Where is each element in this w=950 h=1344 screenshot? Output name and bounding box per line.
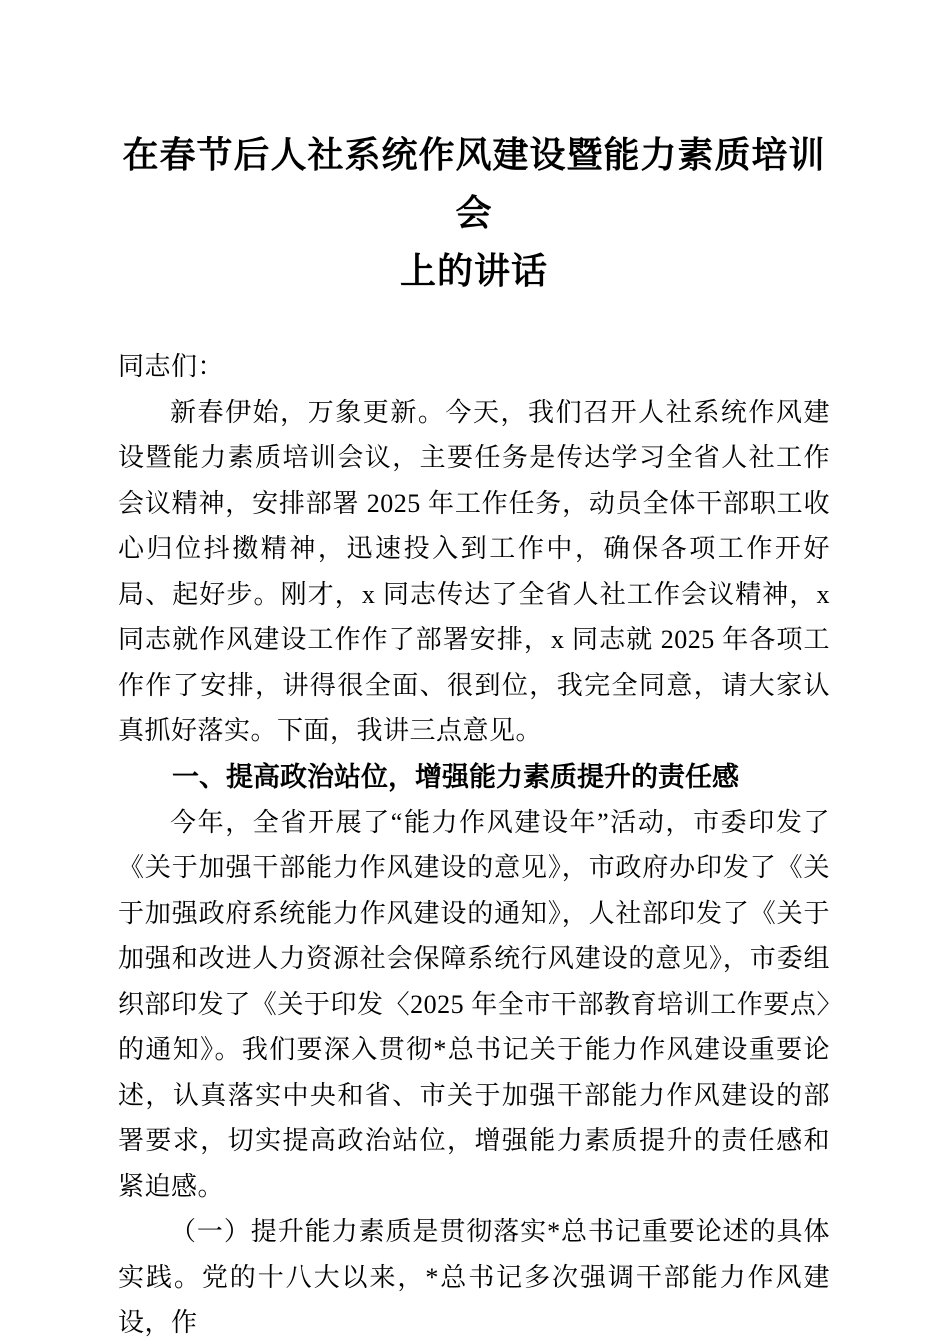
document-body (118, 344, 830, 1344)
salutation: 同志们： (118, 352, 225, 381)
document-title (118, 126, 830, 300)
document-title-line-2: 上的讲话 (399, 251, 548, 291)
section-1-heading: 一、提高政治站位，增强能力素质提升的责任感 (172, 761, 739, 792)
section-1-paragraph: 今年，全省开展了“能力作风建设年”活动，市委印发了《关于加强干部能力作风建设的意见》，市政府办印发了《关于加强政府系统能力作风建设的通知》，人社部印发了《关于加强和改进人力资源社会保障系统行风建设的意见》，市委组织部印发了《关于印发〈2025 年全市干部教育培训工作要点〉的通知》。我们要深入贯彻*总书记关于能力作风建设重要论述，认真落实中央和省、市关于加强干部能力作风建设的部署要求，切实提高政治站位，增强能力素质提升的责任感和紧迫感。 (118, 807, 830, 1201)
subsection-1-paragraph: （一）提升能力素质是贯彻落实*总书记重要论述的具体实践。党的十八大以来，*总书记多次强调干部能力作风建设，作 (118, 1217, 830, 1337)
intro-paragraph: 新春伊始，万象更新。今天，我们召开人社系统作风建设暨能力素质培训会议，主要任务是传达学习全省人社工作会议精神，安排部署 2025 年工作任务，动员全体干部职工收心归位抖擞精神，迅速投入到工作中，确保各项工作开好局、起好步。刚才，x 同志传达了全省人社工作会议精神，x 同志就作风建设工作作了部署安排，x 同志就 2025 年各项工作作了安排，讲得很全面、很到位，我完全同意，请大家认真抓好落实。下面，我讲三点意见。 (118, 397, 830, 745)
document-title-line-1: 在春节后人社系统作风建设暨能力素质培训会 (122, 135, 826, 233)
